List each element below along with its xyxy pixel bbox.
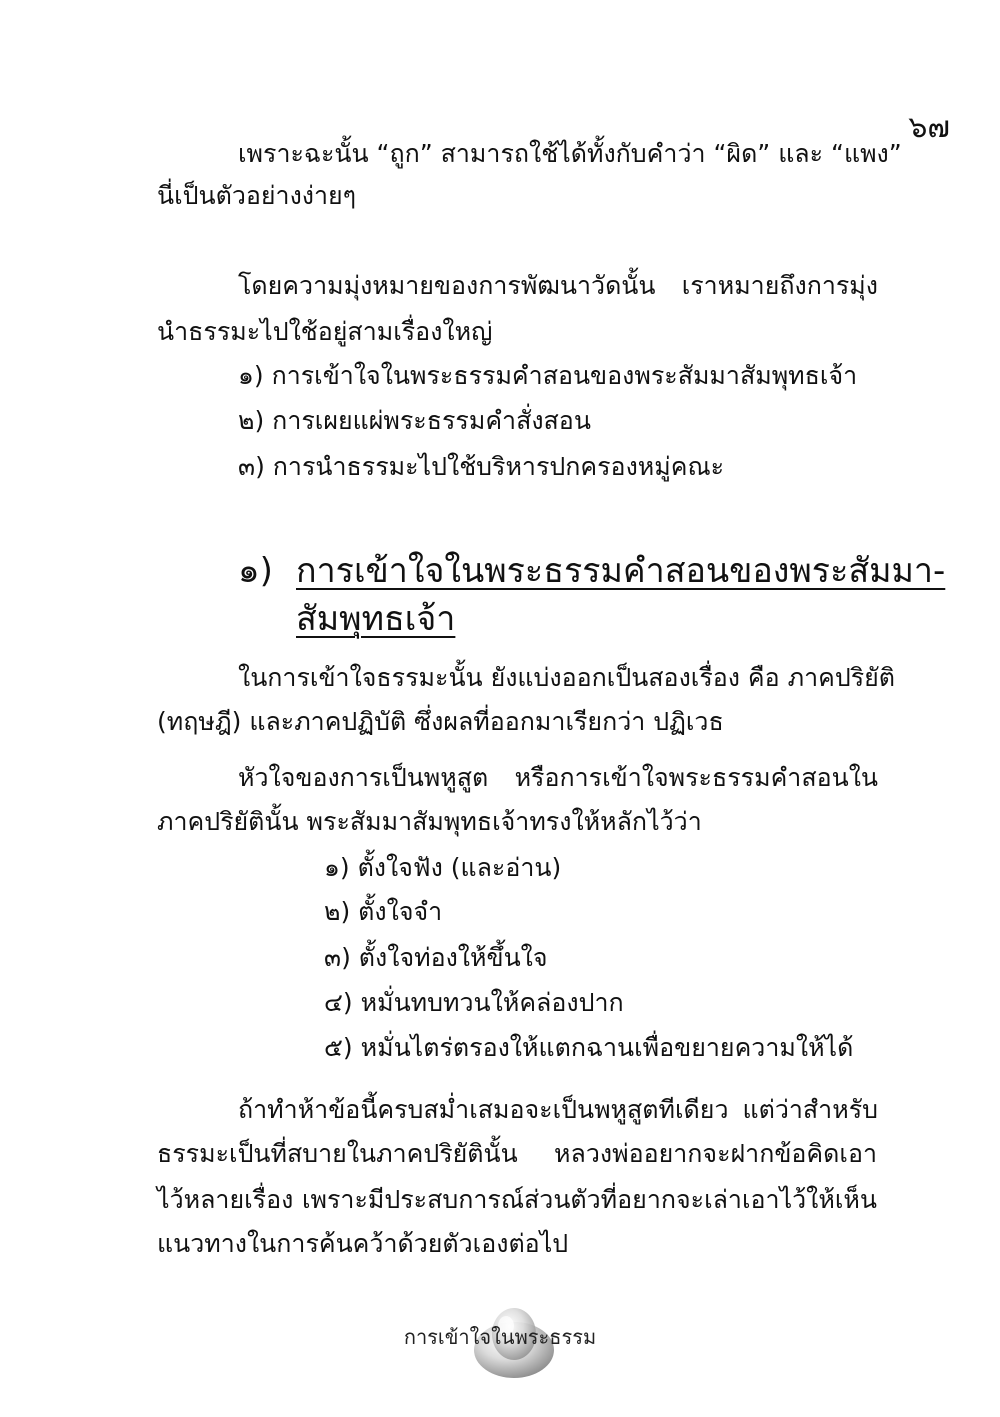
list2-item-5: ๕) หมั่นไตร่ตรองให้แตกฉานเพื่อขยายความให้ได้: [324, 1033, 854, 1062]
list2-item-1: ๑) ตั้งใจฟัง (และอ่าน): [324, 853, 562, 882]
para5-line1: ถ้าทำห้าข้อนี้ครบสม่ำเสมอจะเป็นพหูสูตทีเดียว แต่ว่าสำหรับ: [238, 1095, 878, 1124]
para2-line2: นำธรรมะไปใช้อยู่สามเรื่องใหญ่: [157, 317, 493, 346]
para3-line1: ในการเข้าใจธรรมะนั้น ยังแบ่งออกเป็นสองเรื่อง คือ ภาคปริยัติ: [238, 663, 896, 692]
section-heading-line2: [0, 596, 1000, 642]
para4-line1: หัวใจของการเป็นพหูสูต หรือการเข้าใจพระธรรมคำสอนใน: [238, 763, 878, 792]
section-heading-number: ๑): [238, 551, 273, 591]
para3-line2: (ทฤษฎี) และภาคปฏิบัติ ซึ่งผลที่ออกมาเรียกว่า ปฏิเวธ: [157, 707, 724, 736]
para5-line4: แนวทางในการค้นคว้าด้วยตัวเองต่อไป: [157, 1229, 569, 1258]
para5-line3: ไว้หลายเรื่อง เพราะมีประสบการณ์ส่วนตัวที่อยากจะเล่าเอาไว้ให้เห็น: [157, 1185, 877, 1214]
page-number: ๖๗: [908, 110, 950, 145]
para2-line1: โดยความมุ่งหมายของการพัฒนาวัดนั้น เราหมายถึงการมุ่ง: [238, 271, 878, 300]
para4-line2: ภาคปริยัตินั้น พระสัมมาสัมพุทธเจ้าทรงให้หลักไว้ว่า: [157, 807, 702, 836]
section-heading-text: การเข้าใจในพระธรรมคำสอนของพระสัมมา-: [296, 551, 946, 591]
para1-line2: นี่เป็นตัวอย่างง่ายๆ: [157, 181, 357, 210]
footer-title: การเข้าใจในพระธรรม: [403, 1325, 597, 1349]
para1-line1: เพราะฉะนั้น “ถูก” สามารถใช้ได้ทั้งกับคำว่า “ผิด” และ “แพง”: [238, 139, 902, 168]
list2-item-4: ๔) หมั่นทบทวนให้คล่องปาก: [324, 988, 624, 1017]
section-heading-text-cont: สัมพุทธเจ้า: [296, 599, 456, 639]
list2-item-2: ๒) ตั้งใจจำ: [324, 897, 443, 926]
list1-item-2: ๒) การเผยแผ่พระธรรมคำสั่งสอน: [238, 406, 591, 435]
list1-item-1: ๑) การเข้าใจในพระธรรมคำสอนของพระสัมมาสัมพุทธเจ้า: [238, 361, 858, 390]
list2-item-3: ๓) ตั้งใจท่องให้ขึ้นใจ: [324, 943, 548, 972]
section-heading-line1: [0, 548, 1000, 594]
para5-line2: ธรรมะเป็นที่สบายในภาคปริยัตินั้น หลวงพ่ออยากจะฝากข้อคิดเอา: [157, 1139, 877, 1168]
list1-item-3: ๓) การนำธรรมะไปใช้บริหารปกครองหมู่คณะ: [238, 452, 725, 481]
